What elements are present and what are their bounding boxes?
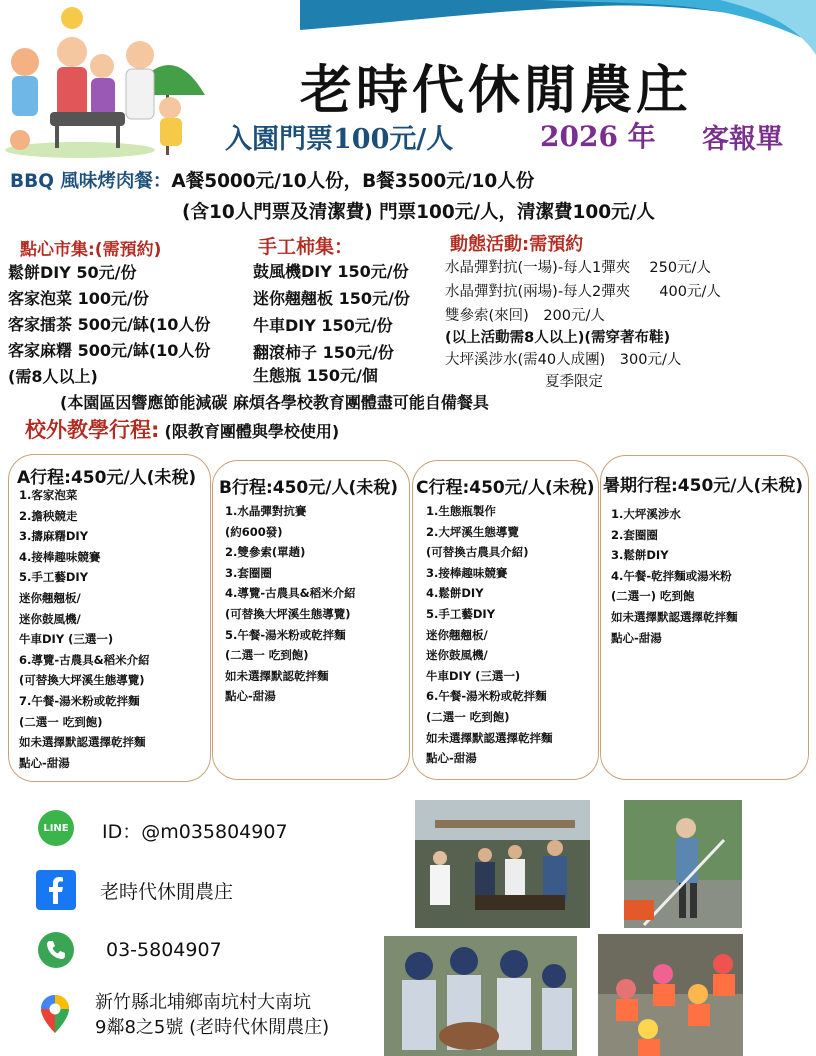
address-line-1: 新竹縣北埔鄉南坑村大南坑 bbox=[95, 992, 311, 1013]
list-item: 點心-甜湯 bbox=[19, 755, 70, 770]
activities-heading: 動態活動:需預約 bbox=[450, 234, 584, 255]
list-item: 迷你鼓風機/ bbox=[426, 648, 488, 663]
map-pin-icon bbox=[40, 994, 70, 1034]
photo-rope-activity bbox=[624, 800, 742, 928]
list-item: 6.導覽-古農具&稻米介紹 bbox=[19, 652, 150, 667]
itinerary-c bbox=[412, 460, 599, 780]
bbq-line bbox=[10, 167, 534, 193]
list-item: 如未選擇默認選擇乾拌麵 bbox=[611, 609, 738, 624]
itinerary-b bbox=[212, 460, 410, 780]
list-item: (二選一) 吃到飽 bbox=[611, 589, 695, 604]
list-item: (約600發) bbox=[225, 524, 283, 539]
list-item: (可替換大坪溪生態導覽) bbox=[19, 673, 145, 688]
itinerary-items bbox=[426, 501, 553, 769]
itinerary-title: 暑期行程:450元/人(未稅) bbox=[603, 476, 804, 496]
field-trip-title: 校外教學行程: bbox=[25, 418, 160, 442]
list-item: 6.午餐-湯米粉或乾拌麵 bbox=[426, 689, 547, 704]
list-item: 5.手工藝DIY bbox=[19, 570, 89, 585]
itinerary-a bbox=[8, 454, 211, 782]
list-item: 點心-甜湯 bbox=[225, 689, 276, 704]
list-item: 迷你翹翹板/ bbox=[426, 627, 488, 642]
list-item: 客家泡菜 100元/份 bbox=[8, 289, 149, 308]
snack-market-heading: 點心市集:(需預約) bbox=[20, 240, 162, 260]
itinerary-title: B行程:450元/人(未稅) bbox=[219, 478, 398, 498]
list-item: 雙參索(來回) 200元/人 bbox=[445, 308, 605, 324]
list-item: 鼓風機DIY 150元/份 bbox=[253, 262, 409, 281]
list-item: 5.手工藝DIY bbox=[426, 606, 496, 621]
list-item: 點心-甜湯 bbox=[611, 630, 662, 645]
list-item: 生態瓶 150元/個 bbox=[253, 366, 378, 385]
list-item: 水晶彈對抗(兩場)-每人2彈夾 400元/人 bbox=[445, 284, 721, 300]
bbq-label: BBQ 風味烤肉餐： bbox=[10, 171, 172, 192]
list-item: 大坪溪涉水(需40人成團) 300元/人 bbox=[445, 352, 682, 368]
report-label: 客報單 bbox=[702, 124, 783, 155]
list-item: 3.套圈圈 bbox=[225, 565, 272, 580]
list-item: (需8人以上) bbox=[8, 367, 98, 386]
list-item: (以上活動需8人以上)(需穿著布鞋) bbox=[445, 330, 671, 346]
address bbox=[95, 990, 329, 1040]
itinerary-title: A行程:450元/人(未稅) bbox=[17, 468, 197, 488]
line-icon[interactable] bbox=[38, 810, 74, 846]
activities-list bbox=[445, 256, 721, 392]
list-item: (二選一 吃到飽) bbox=[225, 648, 309, 663]
list-item: 如未選擇默認選擇乾拌麵 bbox=[426, 730, 553, 745]
list-item: 夏季限定 bbox=[545, 374, 603, 390]
list-item: 1.水晶彈對抗賽 bbox=[225, 504, 307, 518]
handcraft-market-heading: 手工柿集： bbox=[258, 236, 354, 258]
photo-kids-diy bbox=[384, 936, 577, 1056]
snack-market-list bbox=[8, 260, 210, 390]
address-line-2: 9鄰8之5號 (老時代休閒農庄) bbox=[95, 1017, 330, 1038]
list-item: 1.大坪溪涉水 bbox=[611, 507, 681, 521]
list-item: 1.生態瓶製作 bbox=[426, 504, 496, 518]
handcraft-market-list bbox=[253, 258, 410, 386]
page-title: 老時代休閒農庄 bbox=[300, 60, 693, 121]
itinerary-items bbox=[19, 485, 150, 773]
list-item: (二選一 吃到飽) bbox=[426, 709, 510, 724]
list-item: (二選一 吃到飽) bbox=[19, 714, 103, 729]
family-bbq-illustration bbox=[0, 0, 215, 165]
list-item: (可替換古農具介紹) bbox=[426, 545, 529, 560]
list-item: 鬆餅DIY 50元/份 bbox=[8, 263, 137, 282]
list-item: 5.午餐-湯米粉或乾拌麵 bbox=[225, 627, 346, 642]
list-item: 4.導覽-古農具&稻米介紹 bbox=[225, 586, 356, 601]
field-trip-subtitle: (限教育團體與學校使用) bbox=[164, 422, 340, 441]
photo-river-activity bbox=[598, 934, 743, 1056]
list-item: 牛車DIY (三選一) bbox=[19, 632, 114, 647]
list-item: 牛車DIY 150元/份 bbox=[253, 316, 393, 335]
list-item: 客家擂茶 500元/缽(10人份 bbox=[8, 315, 211, 334]
itinerary-title: C行程:450元/人(未稅) bbox=[416, 478, 595, 498]
list-item: 客家麻糬 500元/缽(10人份 bbox=[8, 341, 211, 360]
line-icon-label: LINE bbox=[43, 822, 69, 834]
phone-icon[interactable] bbox=[38, 932, 74, 968]
facebook-page[interactable]: 老時代休閒農庄 bbox=[100, 881, 234, 903]
list-item: 7.午餐-湯米粉或乾拌麵 bbox=[19, 693, 140, 708]
itinerary-items bbox=[611, 504, 738, 648]
list-item: 4.午餐-乾拌麵或湯米粉 bbox=[611, 568, 732, 583]
list-item: 點心-甜湯 bbox=[426, 751, 477, 766]
list-item: (可替換大坪溪生態導覽) bbox=[225, 606, 351, 621]
list-item: 迷你翹翹板 150元/份 bbox=[253, 289, 410, 308]
list-item: 迷你翹翹板/ bbox=[19, 590, 81, 605]
itinerary-summer bbox=[600, 455, 809, 780]
list-item: 1.客家泡菜 bbox=[19, 488, 78, 502]
list-item: 牛車DIY (三選一) bbox=[426, 668, 521, 683]
list-item: 如未選擇默認乾拌麵 bbox=[225, 668, 329, 683]
facebook-icon[interactable] bbox=[36, 870, 76, 910]
field-trip-heading bbox=[25, 414, 339, 444]
list-item: 3.擣麻糬DIY bbox=[19, 529, 89, 544]
list-item: 3.鬆餅DIY bbox=[611, 548, 669, 563]
eco-note: (本園區因響應節能減碳 麻煩各學校教育團體盡可能自備餐具 bbox=[60, 393, 489, 412]
bbq-prices: A餐5000元/10人份，B餐3500元/10人份 bbox=[171, 171, 535, 192]
year-label: 2026 年 bbox=[540, 120, 656, 153]
list-item: 翻滾柿子 150元/份 bbox=[253, 343, 394, 362]
list-item: 4.鬆餅DIY bbox=[426, 586, 484, 601]
list-item: 3.接棒趣味競賽 bbox=[426, 565, 508, 580]
list-item: 如未選擇默認選擇乾拌麵 bbox=[19, 735, 146, 750]
list-item: 2.大坪溪生態導覽 bbox=[426, 524, 519, 539]
ticket-price: 入園門票100元/人 bbox=[225, 124, 454, 155]
photo-group-activity bbox=[415, 800, 590, 928]
list-item: 2.套圈圈 bbox=[611, 527, 658, 542]
phone-number[interactable]: 03-5804907 bbox=[106, 939, 222, 961]
list-item: 2.雙參索(單趟) bbox=[225, 545, 306, 560]
list-item: 2.擔秧競走 bbox=[19, 508, 78, 523]
itinerary-items bbox=[225, 501, 356, 707]
bbq-note: (含10人門票及清潔費) 門票100元/人，清潔費100元/人 bbox=[182, 202, 655, 223]
line-id[interactable]: ID：@m035804907 bbox=[102, 821, 288, 843]
list-item: 迷你鼓風機/ bbox=[19, 611, 81, 626]
list-item: 4.接棒趣味競賽 bbox=[19, 549, 101, 564]
list-item: 水晶彈對抗(一場)-每人1彈夾 250元/人 bbox=[445, 260, 711, 276]
